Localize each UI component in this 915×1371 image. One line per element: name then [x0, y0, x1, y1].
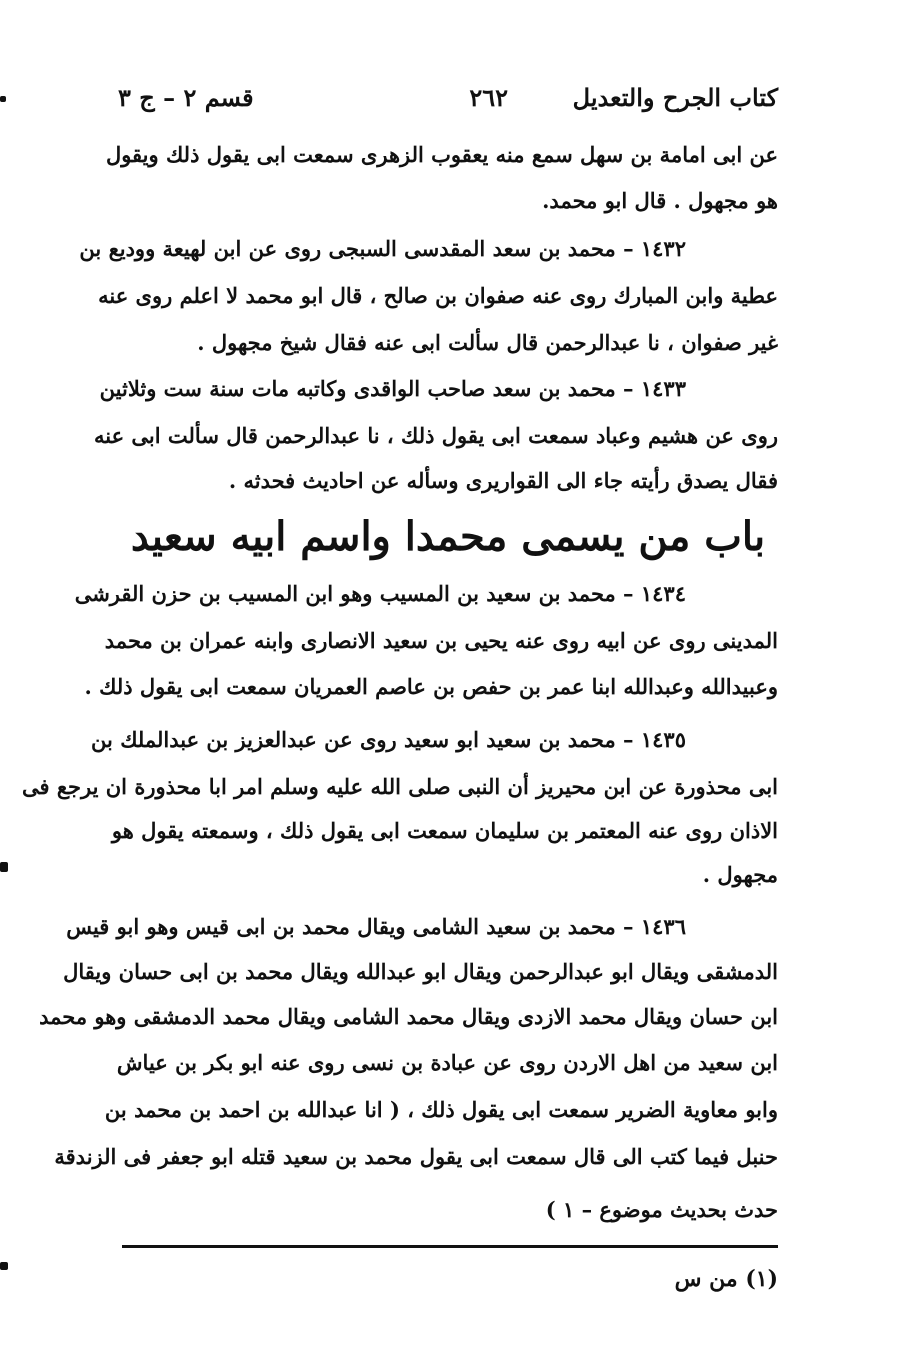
text-line: حنبل فيما كتب الى قال سمعت ابى يقول محمد بن سعيد قتله ابو جعفر فى الزندقة — [54, 1144, 778, 1169]
text-line: عن ابى امامة بن سهل سمع منه يعقوب الزهرى سمعت ابى يقول ذلك ويقول — [105, 142, 778, 167]
chapter-heading: باب من يسمى محمدا واسم ابيه سعيد — [130, 513, 766, 560]
page-number: ٢٦٢ — [469, 83, 508, 112]
text-line: ابن سعيد من اهل الاردن روى عن عبادة بن نسى روى عنه ابو بكر بن عياش — [116, 1050, 778, 1075]
part-volume: قسم ٢ – ج ٣ — [118, 83, 254, 112]
text-line: الاذان روى عنه المعتمر بن سليمان سمعت ابى يقول ذلك ، وسمعته يقول هو — [111, 818, 778, 843]
text-line: روى عن هشيم وعباد سمعت ابى يقول ذلك ، نا عبدالرحمن قال سألت ابى عنه — [93, 423, 778, 448]
entry-1435-start: ١٤٣٥ – محمد بن سعيد ابو سعيد روى عن عبدالعزيز بن عبدالملك بن — [91, 727, 686, 752]
text-line: مجهول . — [702, 862, 778, 887]
entry-1434-start: ١٤٣٤ – محمد بن سعيد بن المسيب وهو ابن المسيب بن حزن القرشى — [74, 581, 686, 606]
text-line: حدث بحديث موضوع – ١ ) — [545, 1197, 778, 1222]
text-line: وابو معاوية الضرير سمعت ابى يقول ذلك ، ( انا عبدالله بن احمد بن محمد بن — [104, 1097, 778, 1122]
text-line: المدينى روى عن ابيه روى عنه يحيى بن سعيد الانصارى وابنه عمران بن محمد — [104, 628, 778, 653]
footnote: (١) من س — [674, 1266, 778, 1292]
text-line: غير صفوان ، نا عبدالرحمن قال سألت ابى عنه فقال شيخ مجهول . — [197, 330, 778, 355]
text-line: فقال يصدق رأيته جاء الى القواريرى وسأله عن احاديث فحدثه . — [228, 468, 778, 493]
scan-speck — [0, 862, 8, 872]
scan-speck — [0, 1262, 8, 1270]
scan-speck — [0, 96, 6, 102]
text-line: ابن حسان ويقال محمد الازدى ويقال محمد الشامى ويقال محمد الدمشقى وهو محمد — [39, 1004, 778, 1029]
entry-1432-start: ١٤٣٢ – محمد بن سعد المقدسى السبجى روى عن ابن لهيعة ووديع بن — [79, 236, 686, 261]
entry-1433-start: ١٤٣٣ – محمد بن سعد صاحب الواقدى وكاتبه مات سنة ست وثلاثين — [99, 376, 686, 401]
footnote-rule — [122, 1245, 778, 1248]
text-line: ابى محذورة عن ابن محيريز أن النبى صلى الله عليه وسلم امر ابا محذورة ان يرجع فى — [22, 774, 778, 799]
text-line: وعبيدالله وعبدالله ابنا عمر بن حفص بن عاصم العمريان سمعت ابى يقول ذلك . — [84, 674, 778, 699]
page-header — [118, 78, 778, 118]
book-title: كتاب الجرح والتعديل — [572, 83, 778, 112]
text-line: هو مجهول . قال ابو محمد. — [542, 188, 778, 213]
text-line: عطية وابن المبارك روى عنه صفوان بن صالح ، قال ابو محمد لا اعلم روى عنه — [98, 283, 778, 308]
text-line: الدمشقى ويقال ابو عبدالرحمن ويقال ابو عبدالله ويقال محمد بن ابى حسان ويقال — [63, 959, 778, 984]
entry-1436-start: ١٤٣٦ – محمد بن سعيد الشامى ويقال محمد بن ابى قيس وهو ابو قيس — [66, 914, 686, 939]
